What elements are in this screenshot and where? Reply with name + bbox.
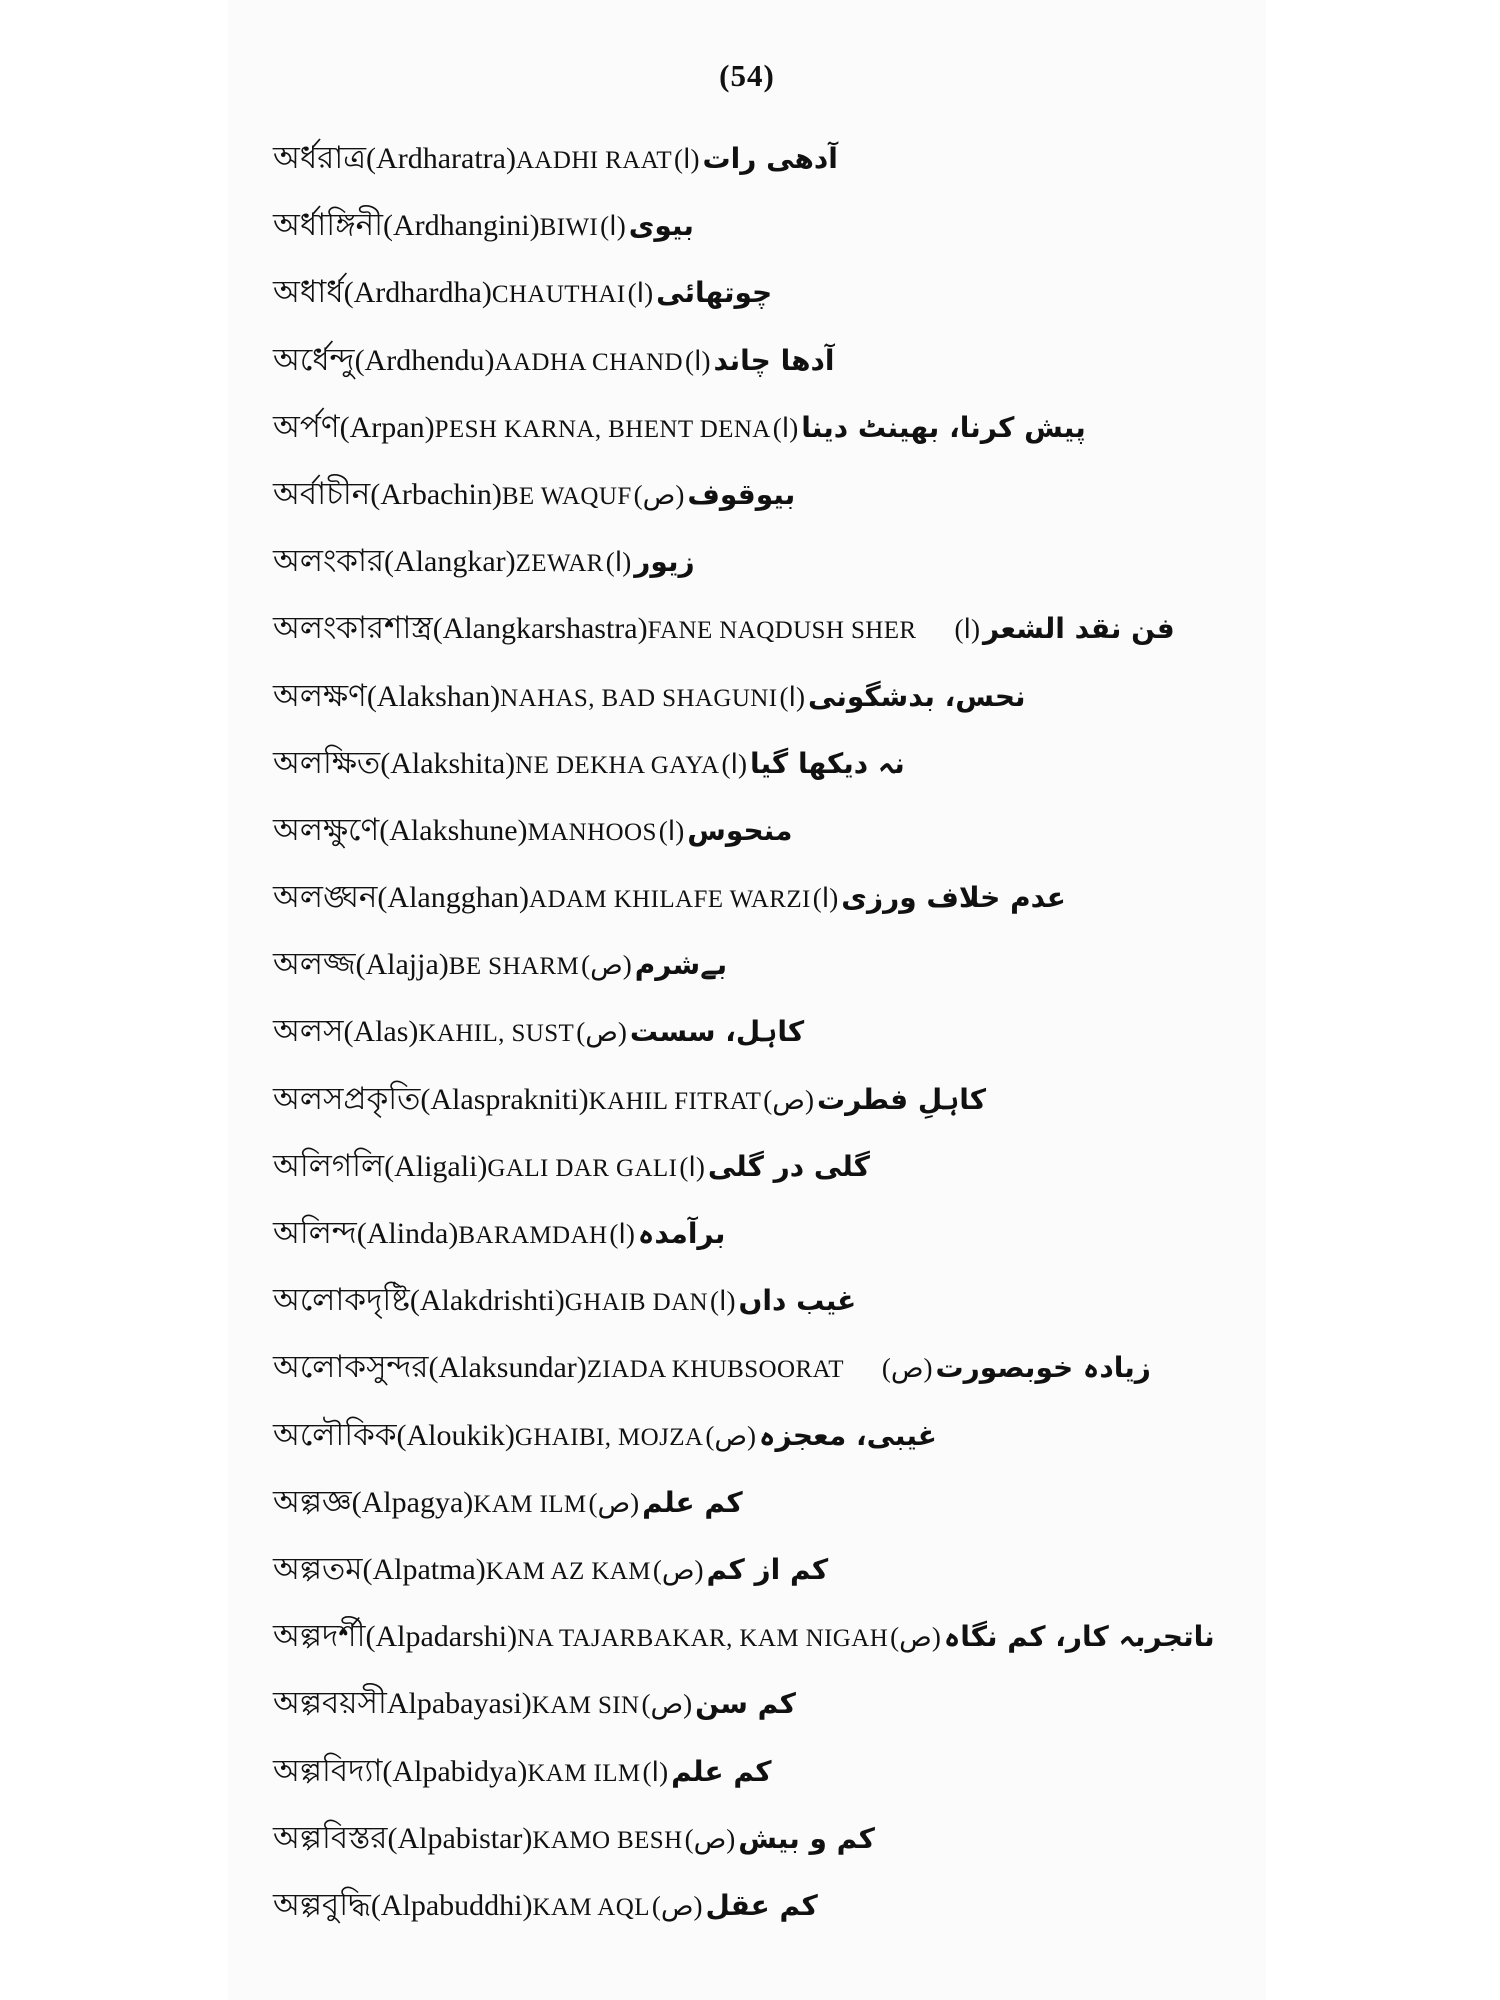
dictionary-entry: [273, 804, 1263, 871]
dictionary-entry: [273, 670, 1263, 737]
urdu-equivalent: کم علم: [671, 1754, 772, 1788]
bengali-headword: অলক্ষুণে: [273, 811, 380, 848]
bengali-headword: অলংকারশাস্ত্র: [273, 610, 433, 647]
meaning: GHAIB DAN: [564, 1289, 708, 1317]
meaning: KAM AQL: [532, 1893, 650, 1921]
part-of-speech-marker: (ص): [633, 479, 685, 510]
meaning: NAHAS, BAD SHAGUNI: [500, 684, 778, 712]
meaning: NE DEKHA GAYA: [515, 751, 720, 779]
bengali-headword: অলক্ষিত: [273, 744, 381, 781]
urdu-equivalent: عدم خلاف ورزی: [841, 881, 1066, 915]
meaning: KAMO BESH: [532, 1826, 683, 1854]
romanization: (Aligali): [384, 1149, 488, 1183]
dictionary-entry: [273, 1005, 1263, 1072]
romanization: (Alajja): [355, 948, 449, 982]
part-of-speech-marker: (ا): [609, 1219, 635, 1249]
bengali-headword: অলস: [273, 1013, 344, 1050]
part-of-speech-marker: (ص): [576, 1017, 627, 1048]
dictionary-entry: [273, 1341, 1263, 1408]
romanization: (Alakshune): [379, 813, 528, 847]
part-of-speech-marker: (ص): [641, 1689, 693, 1720]
urdu-equivalent: بےشرم: [634, 948, 728, 982]
part-of-speech-marker: (ا): [642, 1756, 669, 1787]
bengali-headword: অলক্ষণ: [273, 677, 367, 714]
romanization: (Alpadarshi): [365, 1620, 518, 1654]
part-of-speech-marker: (ا): [812, 883, 839, 914]
dictionary-entry: [273, 1140, 1263, 1207]
dictionary-entry: [273, 1812, 1263, 1879]
bengali-headword: অলিন্দ: [273, 1215, 357, 1251]
urdu-equivalent: غیبی، معجزہ: [759, 1418, 937, 1452]
dictionary-entry: [273, 1073, 1263, 1140]
bengali-headword: অলোকসুন্দর: [273, 1349, 429, 1386]
urdu-equivalent: منحوس: [687, 813, 793, 847]
dictionary-entry: [273, 602, 1263, 669]
dictionary-entry: [273, 737, 1263, 804]
urdu-equivalent: کم عقل: [705, 1888, 818, 1922]
urdu-equivalent: پیش کرنا، بھینٹ دینا: [801, 410, 1086, 444]
part-of-speech-marker: (ا): [679, 1151, 705, 1182]
romanization: (Alangkar): [384, 545, 516, 579]
meaning: CHAUTHAI: [491, 281, 626, 309]
bengali-headword: অল্পজ্ঞ: [273, 1483, 352, 1520]
romanization: (Ardharatra): [366, 142, 516, 175]
part-of-speech-marker: (ص): [652, 1554, 704, 1585]
dictionary-entry: [273, 1745, 1263, 1812]
dictionary-entry: [273, 938, 1263, 1005]
part-of-speech-marker: (ص): [684, 1823, 736, 1854]
meaning: KAM ILM: [527, 1759, 641, 1787]
dictionary-entry: [273, 1610, 1263, 1677]
part-of-speech-marker: (ص): [763, 1084, 814, 1115]
urdu-equivalent: برآمدہ: [637, 1217, 726, 1250]
dictionary-entry: [273, 1409, 1263, 1476]
urdu-equivalent: ناتجربہ کار، کم نگاہ: [943, 1620, 1215, 1654]
meaning: GALI DAR GALI: [487, 1154, 678, 1182]
urdu-equivalent: کاہل، سست: [629, 1015, 805, 1049]
romanization: (Ardhendu): [354, 343, 495, 377]
romanization: (Alangkarshastra): [432, 612, 648, 646]
romanization: (Alaksundar): [428, 1351, 587, 1385]
urdu-equivalent: زیور: [634, 545, 695, 579]
page-number: (54): [719, 58, 775, 93]
part-of-speech-marker: (ا): [954, 614, 980, 645]
romanization: (Aloukik): [396, 1418, 515, 1452]
romanization: (Alinda): [356, 1217, 459, 1250]
dictionary-entry: [273, 1677, 1263, 1744]
meaning: GHAIBI, MOJZA: [514, 1423, 704, 1451]
romanization: (Alakdrishti): [409, 1284, 565, 1318]
bengali-headword: অলসপ্রকৃতি: [273, 1080, 421, 1117]
part-of-speech-marker: (ا): [658, 815, 685, 846]
meaning: PESH KARNA, BHENT DENA: [434, 415, 771, 443]
bengali-headword: অর্বাচীন: [273, 475, 371, 512]
bengali-headword: অলোকদৃষ্টি: [273, 1282, 410, 1319]
urdu-equivalent: بیوی: [628, 209, 694, 243]
urdu-equivalent: کاہلِ فطرت: [816, 1082, 987, 1116]
bengali-headword: অলৌকিক: [273, 1416, 397, 1453]
romanization: Alpabayasi): [386, 1687, 532, 1721]
dictionary-entry: [273, 132, 1263, 199]
meaning: ZEWAR: [515, 550, 604, 578]
bengali-headword: অর্ধরাত্র: [273, 140, 367, 176]
part-of-speech-marker: (ا): [772, 412, 799, 443]
meaning: KAM ILM: [473, 1490, 587, 1518]
romanization: (Alakshan): [366, 679, 501, 713]
meaning: AADHI RAAT: [515, 147, 673, 174]
bengali-headword: অল্পবয়সী: [273, 1685, 387, 1722]
romanization: (Alpabuddhi): [370, 1888, 533, 1922]
meaning: FANE NAQDUSH SHER: [647, 617, 917, 645]
part-of-speech-marker: (ا): [779, 681, 805, 712]
meaning: BIWI: [539, 214, 599, 242]
romanization: (Alpatma): [362, 1552, 486, 1586]
dictionary-entry: [273, 1274, 1263, 1341]
meaning: KAM AZ KAM: [485, 1557, 651, 1585]
bengali-headword: অর্ধেন্দু: [273, 341, 355, 378]
bengali-headword: অল্পবিস্তর: [273, 1819, 388, 1856]
meaning: KAHIL FITRAT: [588, 1087, 762, 1115]
part-of-speech-marker: (ص): [588, 1487, 640, 1518]
romanization: (Arpan): [339, 410, 435, 444]
meaning: KAHIL, SUST: [418, 1020, 575, 1048]
romanization: (Alpabidya): [382, 1754, 528, 1788]
bengali-headword: অলজ্জ: [273, 946, 356, 983]
dictionary-entry: [273, 1879, 1263, 1946]
dictionary-entry: [273, 871, 1263, 938]
urdu-equivalent: گلی در گلی: [707, 1149, 870, 1183]
urdu-equivalent: نہ دیکھا گیا: [749, 746, 905, 780]
urdu-equivalent: آدھا چاند: [713, 343, 835, 377]
romanization: (Alakshita): [380, 746, 516, 780]
bengali-headword: অলিগলি: [273, 1147, 385, 1184]
dictionary-entries: [273, 132, 1263, 1946]
part-of-speech-marker: (ص): [881, 1353, 933, 1384]
part-of-speech-marker: (ص): [890, 1622, 941, 1653]
meaning: BE WAQUF: [501, 482, 632, 510]
bengali-headword: অলঙ্ঘন: [273, 879, 378, 916]
dictionary-entry: [273, 199, 1263, 266]
urdu-equivalent: کم سن: [695, 1687, 796, 1721]
bengali-headword: অল্পবুদ্ধি: [273, 1886, 371, 1923]
romanization: (Arbachin): [370, 477, 502, 511]
bengali-headword: অধার্ধ: [273, 274, 344, 311]
meaning: BE SHARM: [448, 953, 580, 981]
part-of-speech-marker: (ا): [721, 748, 747, 779]
bengali-headword: অলংকার: [273, 543, 385, 580]
part-of-speech-marker: (ا): [605, 547, 632, 578]
part-of-speech-marker: (ا): [600, 211, 626, 242]
urdu-equivalent: کم علم: [642, 1485, 743, 1519]
romanization: (Alpagya): [351, 1485, 474, 1519]
dictionary-entry: [273, 334, 1263, 401]
meaning: ZIADA KHUBSOORAT: [586, 1356, 844, 1384]
dictionary-entry: [273, 1476, 1263, 1543]
romanization: (Ardhangini): [383, 209, 540, 243]
bengali-headword: অল্পবিদ্যা: [273, 1752, 383, 1789]
part-of-speech-marker: (ا): [709, 1286, 736, 1317]
romanization: (Alas): [343, 1015, 419, 1049]
urdu-equivalent: نحس، بدشگونی: [807, 679, 1026, 713]
meaning: ADAM KHILAFE WARZI: [529, 886, 811, 914]
meaning: BARAMDAH: [458, 1222, 608, 1249]
part-of-speech-marker: (ص): [705, 1420, 757, 1451]
romanization: (Alasprakniti): [420, 1082, 589, 1116]
urdu-equivalent: بیوقوف: [687, 477, 796, 511]
dictionary-entry: [273, 1543, 1263, 1610]
dictionary-entry: [273, 401, 1263, 468]
dictionary-entry: [273, 468, 1263, 535]
bengali-headword: অর্পণ: [273, 408, 340, 445]
urdu-equivalent: کم و بیش: [738, 1821, 875, 1855]
romanization: (Alangghan): [377, 881, 530, 915]
part-of-speech-marker: (ا): [627, 278, 654, 309]
urdu-equivalent: فن نقد الشعر: [983, 612, 1175, 646]
dictionary-entry: [273, 266, 1263, 333]
urdu-equivalent: غیب داں: [738, 1284, 857, 1318]
part-of-speech-marker: (ا): [684, 345, 711, 376]
urdu-equivalent: آدھی رات: [702, 142, 838, 175]
urdu-equivalent: چوتھائی: [656, 276, 773, 310]
part-of-speech-marker: (ص): [651, 1890, 703, 1921]
bengali-headword: অল্পদর্শী: [273, 1618, 366, 1655]
bengali-headword: অর্ধাঙ্গিনী: [273, 207, 384, 244]
urdu-equivalent: کم از کم: [706, 1552, 829, 1586]
meaning: NA TAJARBAKAR, KAM NIGAH: [517, 1625, 889, 1653]
meaning: KAM SIN: [531, 1692, 640, 1720]
part-of-speech-marker: (ص): [581, 950, 632, 981]
romanization: (Alpabistar): [387, 1821, 533, 1855]
urdu-equivalent: زیادہ خوبصورت: [935, 1351, 1151, 1385]
part-of-speech-marker: (ا): [674, 144, 700, 174]
romanization: (Ardhardha): [343, 276, 492, 310]
meaning: MANHOOS: [527, 818, 657, 846]
dictionary-entry: [273, 535, 1263, 602]
dictionary-entry: [273, 1207, 1263, 1274]
bengali-headword: অল্পতম: [273, 1550, 363, 1587]
meaning: AADHA CHAND: [494, 348, 683, 376]
